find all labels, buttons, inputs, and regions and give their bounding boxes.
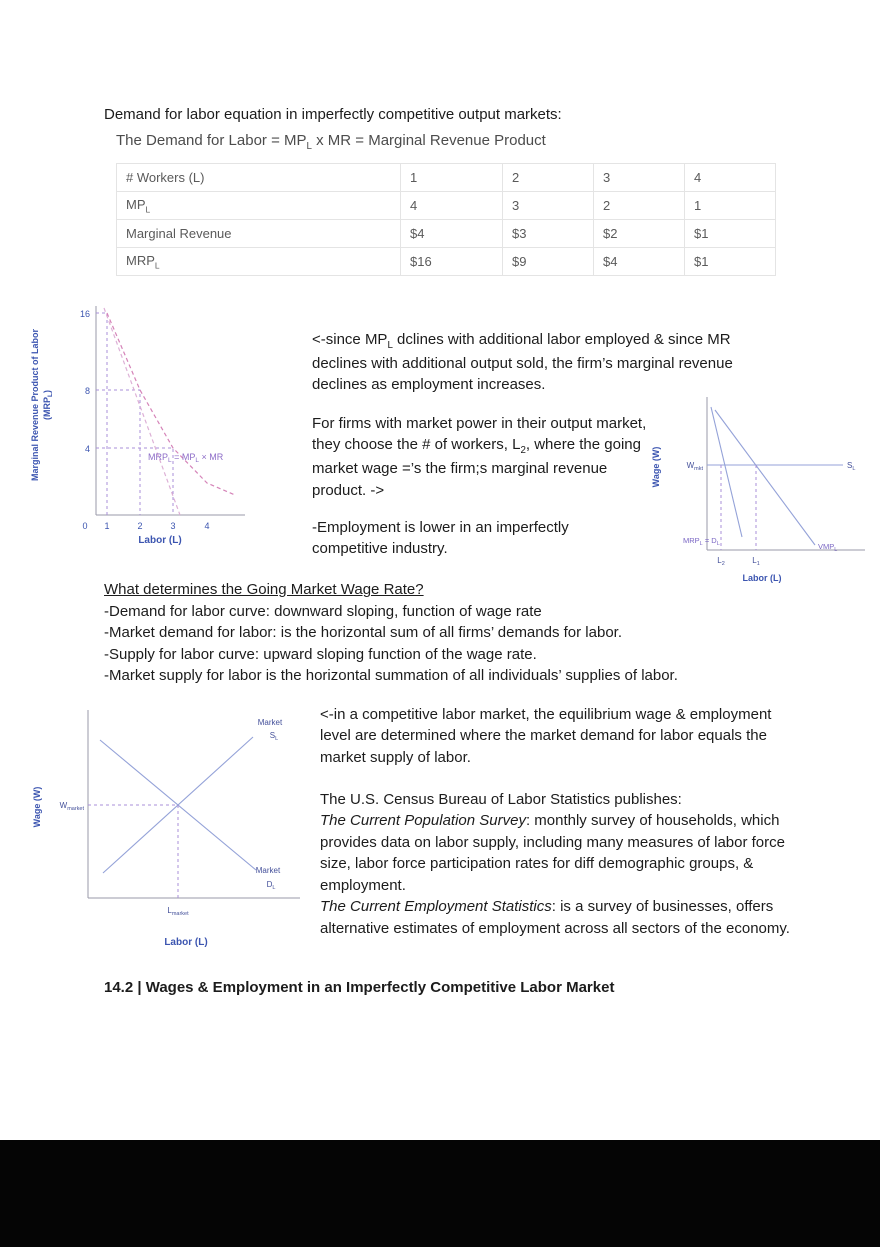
cell: $16	[401, 248, 503, 276]
page-end-background	[0, 1140, 880, 1247]
mrp-dl-line	[711, 407, 742, 537]
paragraph-market-power: For firms with market power in their output market, they choose the # of workers, $L_2$, where the going market wage =’s the firm;s marginal revenue product. ->	[312, 415, 647, 499]
figure-market-chart	[28, 695, 313, 960]
cell: 1	[401, 164, 503, 192]
bullet-demand-curve: -Demand for labor curve: downward sloping, function of wage rate	[104, 603, 542, 620]
row-label: Marginal Revenue	[117, 220, 401, 248]
bullet-supply-curve: -Supply for labor curve: upward sloping function of the wage rate.	[104, 645, 537, 663]
guide-8	[96, 390, 140, 515]
x-axis-label: Labor (L)	[164, 937, 208, 948]
cell: $9	[503, 248, 594, 276]
ces-paragraph: The Current Employment Statistics: is a survey of businesses, offers alternative estimates of employment across all sectors of the economy.	[320, 898, 790, 937]
row-label: $MRP_L$	[117, 248, 401, 276]
cell: $4	[594, 248, 685, 276]
xtick-0: 0	[82, 521, 88, 531]
cell: 2	[594, 192, 685, 220]
market-supply-label-word: Market	[257, 718, 283, 727]
wmkt-label: $W_{mkt}$	[686, 461, 703, 472]
mrp-table	[116, 163, 776, 276]
cell: 3	[503, 192, 594, 220]
lmarket-label: $L_{market}$	[167, 906, 189, 917]
figure-mrp-chart	[30, 298, 280, 553]
market-demand-label-dl: $D_L$	[266, 880, 276, 891]
ytick-8: 8	[84, 386, 90, 396]
mrp-curve	[107, 313, 235, 495]
table-row-mpl	[117, 192, 776, 220]
bls-block	[320, 789, 802, 939]
vmp-label: $VMP_L$	[818, 542, 838, 553]
bullet-market-demand: -Market demand for labor: is the horizontal sum of all firms’ demands for labor.	[104, 624, 622, 642]
sl-label: $S_L$	[847, 461, 856, 472]
row-label: $MP_L$	[117, 192, 401, 220]
ytick-4: 4	[84, 444, 90, 454]
paragraph-employment-lower: -Employment is lower in an imperfectly competitive industry.	[312, 519, 569, 558]
table-row-workers	[117, 164, 776, 192]
bls-intro: The U.S. Census Bureau of Labor Statistics publishes:	[320, 791, 682, 808]
xtick-4: 4	[204, 521, 210, 531]
l2-tick: $L_2$	[717, 556, 725, 567]
cell: $2	[594, 220, 685, 248]
l1-tick: $L_1$	[752, 556, 760, 567]
cell: 2	[503, 164, 594, 192]
paragraph-since-mpl: <-since $MP_L$ dclines with additional labor employed & since MR declines with additional output sold, the firm’s marginal revenue declines as employment increases.	[312, 331, 733, 394]
section-heading-wage-rate: What determines the Going Market Wage Rate?	[104, 581, 424, 598]
ytick-16: 16	[79, 309, 90, 319]
cps-paragraph: The Current Population Survey: monthly survey of households, which provides data on labor supply, including many measures of labor force size, labor force participation rates for diff demographic groups, & employment.	[320, 812, 785, 894]
y-axis-label: Wage (W)	[651, 446, 661, 488]
cell: $1	[685, 248, 776, 276]
x-axis-label: Labor (L)	[742, 573, 782, 583]
bullet-list	[104, 601, 824, 687]
y-axis-label-line1: Marginal Revenue Product of Labor	[30, 328, 40, 482]
bullet-market-supply: -Market supply for labor is the horizontal summation of all individuals’ supplies of labor.	[104, 667, 678, 685]
mrp-dl-label: $MRP_L = D_L$	[683, 536, 720, 547]
row-label: # Workers (L)	[117, 164, 401, 192]
cell: 4	[685, 164, 776, 192]
cell: 1	[685, 192, 776, 220]
vmp-line	[715, 410, 815, 545]
figure-firm-chart	[645, 385, 880, 595]
mrp-steep-line	[104, 308, 180, 515]
cell: $4	[401, 220, 503, 248]
paragraph-competitive-market: <-in a competitive labor market, the equilibrium wage & employment level are determined where the market demand for labor equals the market supply of labor.	[320, 706, 772, 766]
cell: $1	[685, 220, 776, 248]
market-demand-label-word: Market	[255, 866, 281, 875]
section-heading-14-2: 14.2 | Wages & Employment in an Imperfectly Competitive Labor Market	[104, 979, 615, 996]
xtick-3: 3	[170, 521, 176, 531]
cell: 3	[594, 164, 685, 192]
demand-for-labor-formula: The Demand for Labor = $MP_L$ x MR = Marginal Revenue Product	[116, 132, 546, 152]
table-row-marginal-revenue	[117, 220, 776, 248]
page-title: Demand for labor equation in imperfectly competitive output markets:	[104, 106, 562, 123]
cell: 4	[401, 192, 503, 220]
market-supply-label-sl: $S_L$	[269, 731, 279, 742]
x-axis-label: Labor (L)	[138, 535, 182, 546]
xtick-1: 1	[104, 521, 110, 531]
cell: $3	[503, 220, 594, 248]
y-axis-label-line2: $(MRP_L)$	[42, 390, 54, 420]
table-row-mrpl	[117, 248, 776, 276]
xtick-2: 2	[137, 521, 143, 531]
y-axis-label: Wage (W)	[32, 786, 42, 828]
wmarket-label: $W_{market}$	[59, 801, 84, 812]
mrp-curve-label: $MRP_L = MP_L$ × MR	[148, 452, 224, 464]
guide-16	[96, 313, 107, 515]
